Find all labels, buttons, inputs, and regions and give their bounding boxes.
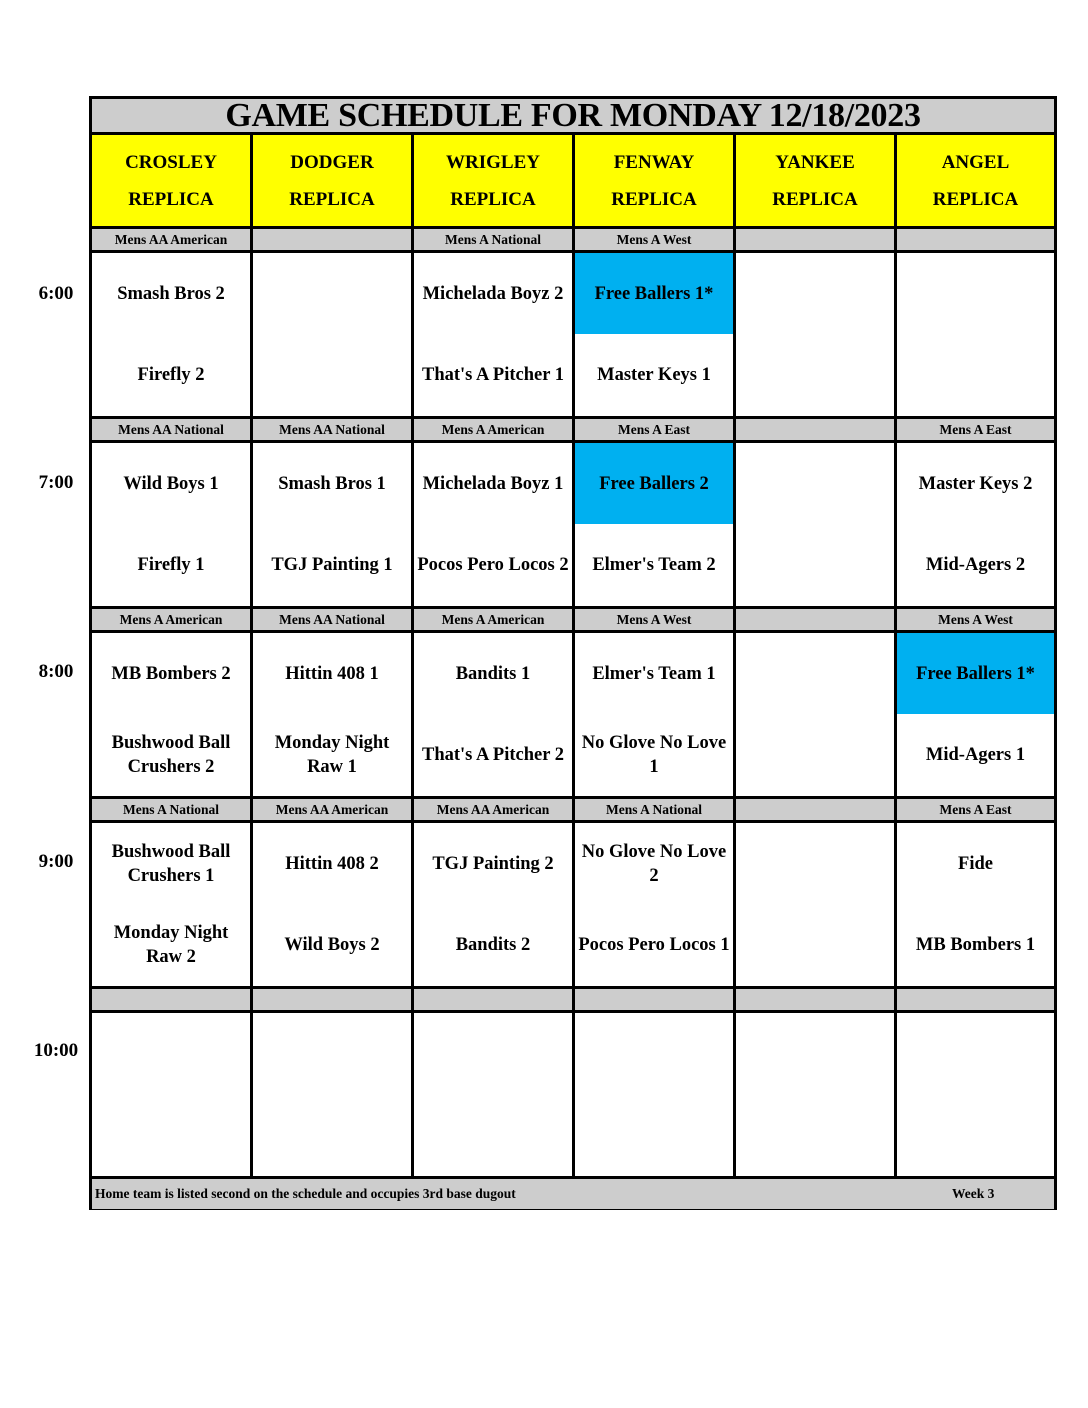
game-cell — [736, 633, 897, 796]
game-slot-row — [92, 253, 1054, 419]
game-cell — [575, 633, 736, 796]
field-header-yankee — [736, 135, 897, 226]
home-team — [736, 524, 894, 606]
game-cell — [736, 823, 897, 986]
home-team: Firefly 2 — [137, 365, 205, 385]
division-label — [736, 609, 897, 630]
field-name: CROSLEY — [125, 152, 217, 173]
away-team: Wild Boys 1 — [123, 473, 219, 494]
home-team — [736, 904, 894, 986]
division-label: Mens A National — [414, 229, 575, 250]
home-team: Elmer's Team 2 — [592, 555, 716, 575]
home-team — [736, 714, 894, 796]
away-team: Smash Bros 2 — [117, 283, 225, 304]
field-header-wrigley — [414, 135, 575, 226]
field-subtitle: REPLICA — [128, 189, 214, 210]
field-subtitle: REPLICA — [772, 189, 858, 210]
away-team — [897, 253, 1054, 334]
home-team: Monday Night Raw 2 — [113, 923, 229, 967]
away-team: Hittin 408 1 — [285, 663, 379, 684]
game-cell — [575, 253, 736, 416]
away-team: MB Bombers 2 — [111, 663, 231, 684]
schedule-table — [89, 96, 1057, 1210]
game-cell — [414, 1013, 575, 1176]
division-label — [414, 989, 575, 1010]
field-header-row — [92, 135, 1054, 229]
field-name: ANGEL — [941, 152, 1010, 173]
game-cell — [897, 443, 1054, 606]
field-header-fenway — [575, 135, 736, 226]
game-cell — [414, 253, 575, 416]
away-team: Free Ballers 2 — [575, 443, 733, 524]
game-cell — [92, 443, 253, 606]
away-team: Fide — [958, 853, 993, 874]
game-cell — [414, 443, 575, 606]
footer-note: Home team is listed second on the schedule and occupies 3rd base dugout — [95, 1186, 516, 1201]
away-team: Free Ballers 1* — [897, 633, 1054, 714]
division-label: Mens A East — [939, 802, 1012, 817]
game-cell — [736, 1013, 897, 1176]
division-label: Mens A National — [92, 799, 253, 820]
home-team: Firefly 1 — [137, 555, 205, 575]
away-team — [253, 253, 411, 334]
field-name: DODGER — [290, 152, 374, 173]
division-label: Mens AA National — [253, 419, 414, 440]
division-label: Mens AA American — [253, 799, 414, 820]
time-label: 9:00 — [38, 851, 74, 872]
away-team: Smash Bros 1 — [278, 473, 386, 494]
division-label: Mens AA National — [92, 419, 253, 440]
away-team: Free Ballers 1* — [575, 253, 733, 334]
field-name: FENWAY — [613, 152, 695, 173]
home-team — [253, 334, 411, 416]
home-team: Pocos Pero Locos 1 — [578, 935, 730, 955]
away-team: TGJ Painting 2 — [432, 853, 554, 874]
home-team — [736, 334, 894, 416]
field-subtitle: REPLICA — [611, 189, 697, 210]
game-cell — [414, 633, 575, 796]
division-label — [253, 229, 414, 250]
game-slot-row — [92, 633, 1054, 799]
division-row — [92, 229, 1054, 253]
home-team: Mid-Agers 1 — [925, 745, 1026, 765]
game-cell — [897, 1013, 1054, 1176]
game-cell — [575, 823, 736, 986]
division-label: Mens AA American — [414, 799, 575, 820]
division-row — [92, 419, 1054, 443]
home-team: Wild Boys 2 — [284, 935, 380, 955]
game-cell — [897, 823, 1054, 986]
division-label: Mens A West — [938, 612, 1013, 627]
game-cell — [897, 633, 1054, 796]
game-cell — [253, 1013, 414, 1176]
division-label — [92, 989, 253, 1010]
away-team: Michelada Boyz 1 — [422, 473, 564, 494]
division-label — [736, 799, 897, 820]
home-team: That's A Pitcher 1 — [421, 365, 564, 385]
division-label — [736, 419, 897, 440]
home-team: Master Keys 1 — [597, 365, 711, 385]
division-row — [92, 989, 1054, 1013]
away-team — [736, 633, 894, 714]
home-team: Pocos Pero Locos 2 — [417, 555, 569, 575]
game-cell — [92, 823, 253, 986]
game-cell — [92, 633, 253, 796]
away-team: Michelada Boyz 2 — [422, 283, 564, 304]
away-team: Bushwood Ball Crushers 1 — [111, 841, 231, 886]
division-label — [897, 989, 1054, 1010]
game-slot-row — [92, 443, 1054, 609]
away-team — [736, 443, 894, 524]
game-slot-row — [92, 1013, 1054, 1179]
away-team — [736, 253, 894, 334]
division-label: Mens A American — [414, 419, 575, 440]
home-team: Monday Night Raw 1 — [274, 733, 390, 777]
home-team: Bandits 2 — [455, 935, 531, 955]
game-cell — [897, 253, 1054, 416]
division-label: Mens A East — [575, 419, 736, 440]
division-label — [575, 989, 736, 1010]
field-subtitle: REPLICA — [932, 189, 1019, 210]
division-label: Mens AA American — [92, 229, 253, 250]
division-label — [736, 989, 897, 1010]
home-team — [897, 334, 1054, 416]
field-name: WRIGLEY — [446, 152, 540, 173]
time-label: 6:00 — [38, 283, 74, 304]
home-team: Bushwood Ball Crushers 2 — [111, 733, 231, 777]
home-team: That's A Pitcher 2 — [421, 745, 564, 765]
game-cell — [575, 1013, 736, 1176]
away-team: Hittin 408 2 — [285, 853, 379, 874]
game-cell — [253, 253, 414, 416]
field-header-crosley — [92, 135, 253, 226]
division-label: Mens A West — [575, 229, 736, 250]
game-cell — [253, 823, 414, 986]
away-team: No Glove No Love 2 — [581, 841, 727, 886]
away-team: Bandits 1 — [455, 663, 531, 684]
field-subtitle: REPLICA — [450, 189, 536, 210]
division-label: Mens A National — [575, 799, 736, 820]
footer-row — [92, 1179, 1054, 1209]
game-cell — [414, 823, 575, 986]
division-label: Mens A American — [414, 609, 575, 630]
away-team: Master Keys 2 — [918, 473, 1033, 494]
division-row — [92, 799, 1054, 823]
away-team — [736, 823, 894, 904]
home-team: Mid-Agers 2 — [925, 555, 1026, 575]
time-label: 7:00 — [38, 472, 74, 493]
field-header-dodger — [253, 135, 414, 226]
away-team: Elmer's Team 1 — [592, 663, 716, 684]
division-row — [92, 609, 1054, 633]
field-name: YANKEE — [775, 152, 855, 173]
game-cell — [736, 443, 897, 606]
home-team: TGJ Painting 1 — [271, 555, 393, 575]
division-label — [897, 229, 1054, 250]
division-label — [736, 229, 897, 250]
time-label: 10:00 — [33, 1040, 79, 1061]
game-cell — [575, 443, 736, 606]
time-label: 8:00 — [38, 661, 74, 682]
game-cell — [92, 253, 253, 416]
home-team: MB Bombers 1 — [915, 935, 1036, 955]
field-header-angel — [897, 135, 1054, 226]
page-title: GAME SCHEDULE FOR MONDAY 12/18/2023 — [92, 99, 1054, 135]
division-label: Mens AA National — [253, 609, 414, 630]
division-label: Mens A East — [939, 422, 1012, 437]
field-subtitle: REPLICA — [289, 189, 375, 210]
division-label: Mens A American — [92, 609, 253, 630]
game-slot-row — [92, 823, 1054, 989]
division-label: Mens A West — [575, 609, 736, 630]
game-cell — [736, 253, 897, 416]
game-cell — [253, 443, 414, 606]
division-label — [253, 989, 414, 1010]
game-cell — [253, 633, 414, 796]
week-label: Week 3 — [952, 1186, 995, 1201]
game-cell — [92, 1013, 253, 1176]
home-team: No Glove No Love 1 — [581, 733, 727, 777]
